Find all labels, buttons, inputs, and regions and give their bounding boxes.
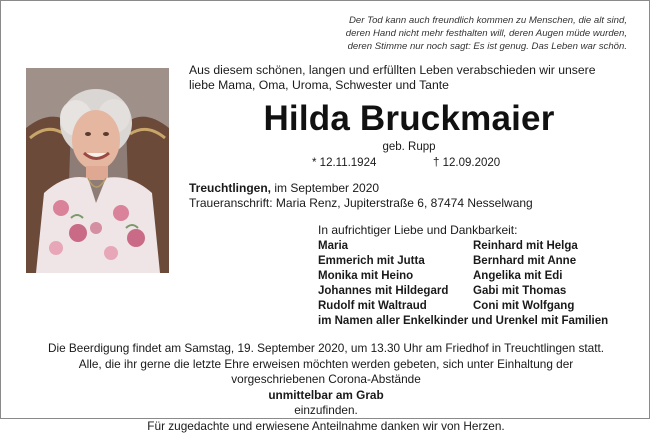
thanks-heading: In aufrichtiger Liebe und Dankbarkeit: [318,223,517,238]
place-town: Treuchtlingen, [189,181,271,195]
funeral-line: Alle, die ihr gerne die letzte Ehre erweisen möchten werden gebeten, sich unter Einhaltung der [1,357,650,373]
mourner: Coni mit Wolfgang [473,299,638,314]
funeral-details [1,341,650,434]
mourner: Angelika mit Edi [473,269,638,284]
mourner: Gabi mit Thomas [473,284,638,299]
mourner: Maria [318,239,473,254]
funeral-line [1,372,650,419]
mourners-row [318,284,638,299]
funeral-emphasis: unmittelbar am Grab [268,388,383,402]
mourners-footer: im Namen aller Enkelkinder und Urenkel mit Familien [318,314,638,329]
mourners-row [318,254,638,269]
mourners-row [318,299,638,314]
poem-line: deren Hand nicht mehr festhalten will, deren Augen müde wurden, [207,27,627,40]
birth-date: * 12.11.1924 [312,156,376,170]
poem-line: deren Stimme nur noch sagt: Es ist genug. Das Leben war schön. [207,40,627,53]
mourner: Rudolf mit Waltraud [318,299,473,314]
death-date: † 12.09.2020 [433,156,500,170]
mourner: Bernhard mit Anne [473,254,638,269]
place-month: im September 2020 [271,181,379,195]
place-date [189,181,379,196]
portrait-photo [26,68,169,273]
poem [207,14,627,53]
intro-line: Aus diesem schönen, langen und erfüllten Leben verabschieden wir unsere [189,63,629,78]
funeral-text: vorgeschriebenen Corona-Abstände [1,372,650,388]
funeral-text: einzufinden. [1,403,650,419]
mourners-list [318,239,638,329]
intro-line: liebe Mama, Oma, Uroma, Schwester und Tante [189,78,629,93]
intro-text [189,63,629,93]
mourners-row [318,269,638,284]
mourner: Johannes mit Hildegard [318,284,473,299]
deceased-name: Hilda Bruckmaier [189,97,629,141]
funeral-line: Für zugedachte und erwiesene Anteilnahme danken wir von Herzen. [1,419,650,434]
mourner: Emmerich mit Jutta [318,254,473,269]
poem-line: Der Tod kann auch freundlich kommen zu Menschen, die alt sind, [207,14,627,27]
mourners-row [318,239,638,254]
mourner: Monika mit Heino [318,269,473,284]
mourner: Reinhard mit Helga [473,239,638,254]
mourning-address: Traueranschrift: Maria Renz, Jupiterstraße 6, 87474 Nesselwang [189,196,533,211]
portrait-illustration [26,68,169,273]
funeral-line: Die Beerdigung findet am Samstag, 19. September 2020, um 13.30 Uhr am Friedhof in Treuchtlingen statt. [1,341,650,357]
maiden-name: geb. Rupp [189,140,629,154]
